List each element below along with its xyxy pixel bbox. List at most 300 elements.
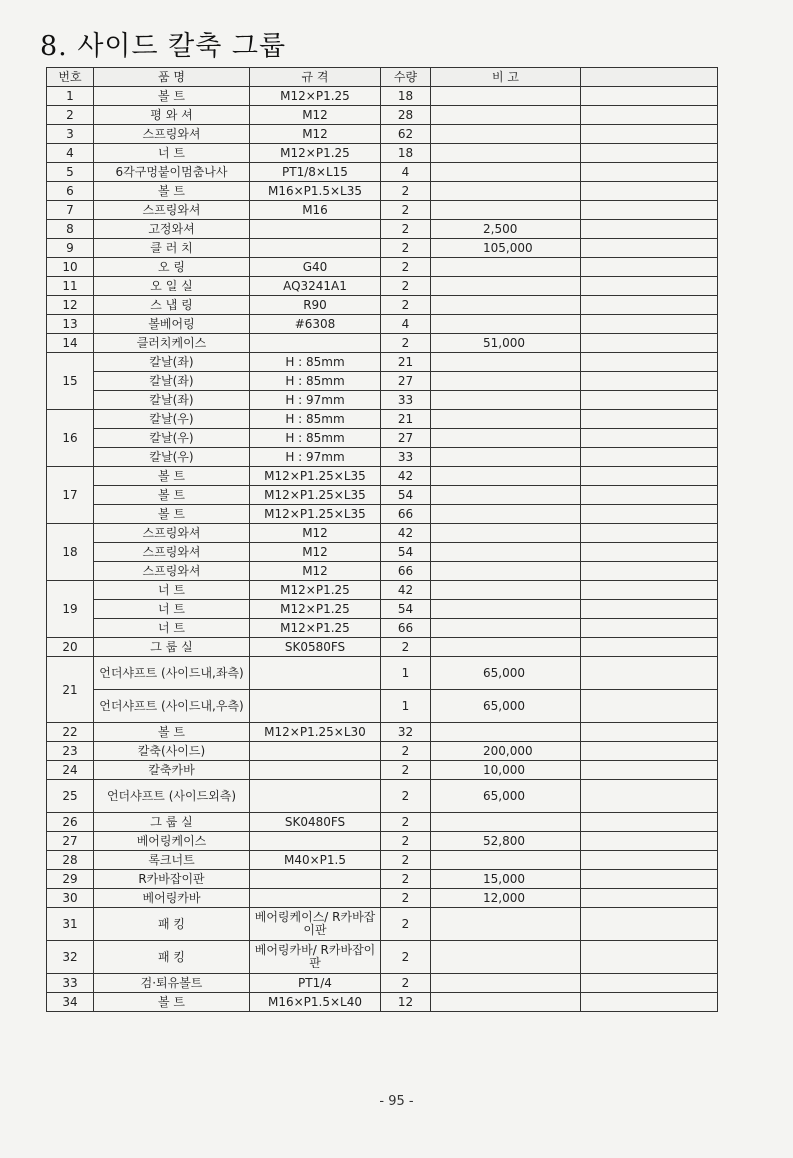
cell-spec: M12×P1.25×L35 xyxy=(250,467,381,486)
table-row xyxy=(47,813,718,832)
table-row xyxy=(47,429,718,448)
cell-remark: 105,000 xyxy=(431,239,581,258)
cell-spec: H : 85mm xyxy=(250,410,381,429)
cell-extra xyxy=(581,372,718,391)
cell-extra xyxy=(581,87,718,106)
cell-spec: M12 xyxy=(250,524,381,543)
table-row xyxy=(47,220,718,239)
cell-spec: SK0580FS xyxy=(250,638,381,657)
cell-spec xyxy=(250,780,381,813)
cell-extra xyxy=(581,410,718,429)
cell-remark: 52,800 xyxy=(431,832,581,851)
table-row xyxy=(47,201,718,220)
cell-extra xyxy=(581,638,718,657)
page-number: - 95 - xyxy=(379,1094,414,1109)
header-qty: 수량 xyxy=(381,68,431,87)
cell-no: 6 xyxy=(47,182,94,201)
cell-qty: 42 xyxy=(381,524,431,543)
cell-name: 록크너트 xyxy=(94,851,250,870)
cell-extra xyxy=(581,780,718,813)
cell-name: 스프링와셔 xyxy=(94,524,250,543)
cell-extra xyxy=(581,657,718,690)
cell-name: 칼날(우) xyxy=(94,448,250,467)
table-row xyxy=(47,638,718,657)
cell-remark xyxy=(431,638,581,657)
table-header-row xyxy=(47,68,718,87)
cell-spec: 베어링카바/ R카바잡이판 xyxy=(250,941,381,974)
cell-no: 27 xyxy=(47,832,94,851)
cell-name: 볼 트 xyxy=(94,505,250,524)
cell-qty: 2 xyxy=(381,638,431,657)
cell-remark xyxy=(431,974,581,993)
cell-qty: 27 xyxy=(381,429,431,448)
table-row xyxy=(47,581,718,600)
cell-remark xyxy=(431,813,581,832)
cell-extra xyxy=(581,239,718,258)
table-row xyxy=(47,372,718,391)
table-row xyxy=(47,619,718,638)
cell-remark xyxy=(431,353,581,372)
table-row xyxy=(47,832,718,851)
cell-remark: 10,000 xyxy=(431,761,581,780)
cell-spec xyxy=(250,220,381,239)
cell-remark xyxy=(431,163,581,182)
cell-qty: 18 xyxy=(381,87,431,106)
table-row xyxy=(47,391,718,410)
cell-remark xyxy=(431,851,581,870)
cell-name: 6각구멍붙이멈춤나사 xyxy=(94,163,250,182)
cell-spec xyxy=(250,889,381,908)
cell-spec: M16×P1.5×L40 xyxy=(250,993,381,1012)
table-row xyxy=(47,889,718,908)
cell-name: 볼 트 xyxy=(94,486,250,505)
cell-extra xyxy=(581,524,718,543)
cell-name: 언더샤프트 (사이드내,좌측) xyxy=(94,657,250,690)
table-row xyxy=(47,125,718,144)
cell-spec: H : 85mm xyxy=(250,372,381,391)
cell-remark xyxy=(431,125,581,144)
cell-remark: 51,000 xyxy=(431,334,581,353)
table-row xyxy=(47,163,718,182)
cell-spec: M16 xyxy=(250,201,381,220)
table-row xyxy=(47,993,718,1012)
cell-remark xyxy=(431,315,581,334)
cell-remark xyxy=(431,391,581,410)
header-remark: 비 고 xyxy=(431,68,581,87)
cell-qty: 2 xyxy=(381,761,431,780)
table-row xyxy=(47,296,718,315)
cell-name: 볼베어링 xyxy=(94,315,250,334)
cell-name: 볼 트 xyxy=(94,723,250,742)
cell-spec: SK0480FS xyxy=(250,813,381,832)
cell-extra xyxy=(581,467,718,486)
cell-spec: M12×P1.25 xyxy=(250,87,381,106)
cell-remark xyxy=(431,619,581,638)
table-row xyxy=(47,144,718,163)
cell-extra xyxy=(581,543,718,562)
cell-remark: 200,000 xyxy=(431,742,581,761)
cell-name: 칼날(좌) xyxy=(94,353,250,372)
cell-name: 스프링와셔 xyxy=(94,543,250,562)
cell-no: 13 xyxy=(47,315,94,334)
cell-qty: 66 xyxy=(381,562,431,581)
cell-name: 베어링케이스 xyxy=(94,832,250,851)
cell-spec: H : 85mm xyxy=(250,429,381,448)
cell-spec: H : 97mm xyxy=(250,448,381,467)
cell-spec: M12 xyxy=(250,543,381,562)
cell-extra xyxy=(581,429,718,448)
table-row xyxy=(47,723,718,742)
cell-name: 볼 트 xyxy=(94,87,250,106)
cell-extra xyxy=(581,201,718,220)
cell-qty: 42 xyxy=(381,581,431,600)
cell-spec: AQ3241A1 xyxy=(250,277,381,296)
table-row xyxy=(47,851,718,870)
table-row xyxy=(47,258,718,277)
cell-qty: 2 xyxy=(381,258,431,277)
cell-qty: 18 xyxy=(381,144,431,163)
cell-name: 볼 트 xyxy=(94,993,250,1012)
cell-qty: 54 xyxy=(381,486,431,505)
cell-no: 15 xyxy=(47,353,94,410)
cell-extra xyxy=(581,619,718,638)
cell-qty: 12 xyxy=(381,993,431,1012)
cell-remark: 65,000 xyxy=(431,657,581,690)
cell-qty: 2 xyxy=(381,889,431,908)
cell-spec: M12×P1.25 xyxy=(250,600,381,619)
cell-extra xyxy=(581,315,718,334)
cell-remark xyxy=(431,908,581,941)
cell-extra xyxy=(581,908,718,941)
cell-spec: M12×P1.25 xyxy=(250,144,381,163)
cell-spec xyxy=(250,334,381,353)
cell-name: 너 트 xyxy=(94,619,250,638)
cell-name: 칼축카바 xyxy=(94,761,250,780)
parts-table xyxy=(46,67,718,1012)
cell-no: 1 xyxy=(47,87,94,106)
cell-qty: 2 xyxy=(381,296,431,315)
cell-spec: H : 97mm xyxy=(250,391,381,410)
cell-qty: 21 xyxy=(381,410,431,429)
cell-remark xyxy=(431,505,581,524)
header-name: 품 명 xyxy=(94,68,250,87)
cell-qty: 33 xyxy=(381,391,431,410)
cell-remark: 65,000 xyxy=(431,690,581,723)
cell-name: 칼날(우) xyxy=(94,429,250,448)
cell-name: 너 트 xyxy=(94,581,250,600)
cell-name: 칼날(좌) xyxy=(94,372,250,391)
cell-remark xyxy=(431,182,581,201)
cell-no: 24 xyxy=(47,761,94,780)
cell-spec: M12 xyxy=(250,562,381,581)
cell-extra xyxy=(581,448,718,467)
cell-qty: 2 xyxy=(381,813,431,832)
cell-qty: 2 xyxy=(381,870,431,889)
cell-name: 스 냅 링 xyxy=(94,296,250,315)
cell-no: 30 xyxy=(47,889,94,908)
cell-name: 너 트 xyxy=(94,144,250,163)
table-row xyxy=(47,941,718,974)
cell-qty: 33 xyxy=(381,448,431,467)
cell-extra xyxy=(581,505,718,524)
cell-name: 오 링 xyxy=(94,258,250,277)
cell-spec xyxy=(250,239,381,258)
cell-extra xyxy=(581,163,718,182)
cell-qty: 2 xyxy=(381,220,431,239)
cell-no: 4 xyxy=(47,144,94,163)
cell-name: 스프링와셔 xyxy=(94,125,250,144)
cell-spec xyxy=(250,761,381,780)
cell-no: 25 xyxy=(47,780,94,813)
cell-spec: PT1/8×L15 xyxy=(250,163,381,182)
cell-no: 11 xyxy=(47,277,94,296)
cell-no: 10 xyxy=(47,258,94,277)
cell-no: 2 xyxy=(47,106,94,125)
cell-qty: 66 xyxy=(381,505,431,524)
cell-name: 클 러 치 xyxy=(94,239,250,258)
cell-name: 언더샤프트 (사이드내,우측) xyxy=(94,690,250,723)
table-row xyxy=(47,448,718,467)
cell-remark xyxy=(431,106,581,125)
cell-remark xyxy=(431,429,581,448)
cell-no: 22 xyxy=(47,723,94,742)
cell-remark xyxy=(431,144,581,163)
table-row xyxy=(47,761,718,780)
cell-no: 12 xyxy=(47,296,94,315)
cell-spec: G40 xyxy=(250,258,381,277)
table-row xyxy=(47,600,718,619)
cell-qty: 2 xyxy=(381,974,431,993)
cell-spec xyxy=(250,657,381,690)
cell-no: 26 xyxy=(47,813,94,832)
cell-spec xyxy=(250,832,381,851)
cell-qty: 2 xyxy=(381,182,431,201)
cell-name: 패 킹 xyxy=(94,941,250,974)
cell-name: 베어링카바 xyxy=(94,889,250,908)
cell-no: 28 xyxy=(47,851,94,870)
cell-remark xyxy=(431,258,581,277)
cell-extra xyxy=(581,851,718,870)
cell-remark xyxy=(431,410,581,429)
cell-qty: 2 xyxy=(381,334,431,353)
cell-no: 21 xyxy=(47,657,94,723)
cell-name: 칼날(우) xyxy=(94,410,250,429)
cell-spec: M12×P1.25×L35 xyxy=(250,505,381,524)
cell-name: 칼축(사이드) xyxy=(94,742,250,761)
table-row xyxy=(47,543,718,562)
cell-name: 클러치케이스 xyxy=(94,334,250,353)
cell-spec: M12 xyxy=(250,125,381,144)
cell-qty: 2 xyxy=(381,277,431,296)
cell-extra xyxy=(581,870,718,889)
cell-remark xyxy=(431,467,581,486)
cell-no: 32 xyxy=(47,941,94,974)
cell-extra xyxy=(581,334,718,353)
table-row xyxy=(47,353,718,372)
cell-spec: M12 xyxy=(250,106,381,125)
cell-remark xyxy=(431,723,581,742)
cell-qty: 1 xyxy=(381,657,431,690)
cell-spec xyxy=(250,690,381,723)
cell-name: 그 룹 실 xyxy=(94,638,250,657)
cell-name: 오 일 실 xyxy=(94,277,250,296)
cell-qty: 28 xyxy=(381,106,431,125)
cell-qty: 66 xyxy=(381,619,431,638)
header-extra xyxy=(581,68,718,87)
cell-name: 칼날(좌) xyxy=(94,391,250,410)
cell-extra xyxy=(581,761,718,780)
cell-no: 8 xyxy=(47,220,94,239)
cell-remark xyxy=(431,524,581,543)
cell-remark: 65,000 xyxy=(431,780,581,813)
cell-extra xyxy=(581,813,718,832)
cell-remark xyxy=(431,543,581,562)
cell-remark xyxy=(431,201,581,220)
cell-no: 23 xyxy=(47,742,94,761)
cell-no: 14 xyxy=(47,334,94,353)
cell-extra xyxy=(581,277,718,296)
cell-remark xyxy=(431,372,581,391)
cell-qty: 2 xyxy=(381,201,431,220)
cell-no: 31 xyxy=(47,908,94,941)
cell-extra xyxy=(581,562,718,581)
cell-qty: 2 xyxy=(381,780,431,813)
table-row xyxy=(47,524,718,543)
table-row xyxy=(47,410,718,429)
cell-extra xyxy=(581,889,718,908)
cell-extra xyxy=(581,993,718,1012)
cell-qty: 2 xyxy=(381,239,431,258)
cell-name: 언더샤프트 (사이드외측) xyxy=(94,780,250,813)
cell-extra xyxy=(581,690,718,723)
cell-qty: 62 xyxy=(381,125,431,144)
cell-qty: 21 xyxy=(381,353,431,372)
cell-spec: PT1/4 xyxy=(250,974,381,993)
cell-no: 29 xyxy=(47,870,94,889)
cell-no: 18 xyxy=(47,524,94,581)
table-row xyxy=(47,742,718,761)
cell-extra xyxy=(581,144,718,163)
cell-remark xyxy=(431,941,581,974)
table-row xyxy=(47,870,718,889)
cell-spec: R90 xyxy=(250,296,381,315)
cell-qty: 2 xyxy=(381,742,431,761)
cell-spec: M12×P1.25 xyxy=(250,581,381,600)
cell-name: 볼 트 xyxy=(94,182,250,201)
table-row xyxy=(47,182,718,201)
cell-remark xyxy=(431,448,581,467)
cell-qty: 42 xyxy=(381,467,431,486)
table-row xyxy=(47,974,718,993)
cell-remark xyxy=(431,993,581,1012)
cell-extra xyxy=(581,742,718,761)
cell-name: 스프링와셔 xyxy=(94,201,250,220)
cell-extra xyxy=(581,486,718,505)
cell-remark: 2,500 xyxy=(431,220,581,239)
cell-remark xyxy=(431,296,581,315)
cell-remark xyxy=(431,600,581,619)
cell-qty: 27 xyxy=(381,372,431,391)
table-row xyxy=(47,486,718,505)
table-row xyxy=(47,334,718,353)
cell-no: 7 xyxy=(47,201,94,220)
cell-name: 고정와셔 xyxy=(94,220,250,239)
cell-no: 16 xyxy=(47,410,94,467)
cell-qty: 54 xyxy=(381,600,431,619)
cell-name: 볼 트 xyxy=(94,467,250,486)
cell-remark: 12,000 xyxy=(431,889,581,908)
cell-remark xyxy=(431,277,581,296)
cell-extra xyxy=(581,258,718,277)
cell-no: 5 xyxy=(47,163,94,182)
table-row xyxy=(47,505,718,524)
cell-spec: H : 85mm xyxy=(250,353,381,372)
table-row xyxy=(47,467,718,486)
cell-no: 33 xyxy=(47,974,94,993)
cell-remark: 15,000 xyxy=(431,870,581,889)
cell-remark xyxy=(431,486,581,505)
table-row xyxy=(47,657,718,690)
cell-name: R카바잡이판 xyxy=(94,870,250,889)
table-row xyxy=(47,277,718,296)
cell-qty: 4 xyxy=(381,315,431,334)
cell-no: 17 xyxy=(47,467,94,524)
cell-qty: 2 xyxy=(381,908,431,941)
cell-extra xyxy=(581,974,718,993)
cell-no: 3 xyxy=(47,125,94,144)
cell-spec: M12×P1.25 xyxy=(250,619,381,638)
table-row xyxy=(47,908,718,941)
table-row xyxy=(47,106,718,125)
cell-name: 평 와 셔 xyxy=(94,106,250,125)
cell-extra xyxy=(581,125,718,144)
cell-no: 19 xyxy=(47,581,94,638)
cell-name: 그 룹 실 xyxy=(94,813,250,832)
cell-name: 스프링와셔 xyxy=(94,562,250,581)
cell-extra xyxy=(581,106,718,125)
cell-extra xyxy=(581,391,718,410)
cell-qty: 1 xyxy=(381,690,431,723)
cell-no: 20 xyxy=(47,638,94,657)
cell-spec: M16×P1.5×L35 xyxy=(250,182,381,201)
cell-name: 검·퇴유볼트 xyxy=(94,974,250,993)
cell-name: 너 트 xyxy=(94,600,250,619)
cell-spec: M40×P1.5 xyxy=(250,851,381,870)
cell-no: 34 xyxy=(47,993,94,1012)
cell-extra xyxy=(581,723,718,742)
cell-spec: #6308 xyxy=(250,315,381,334)
header-spec: 규 격 xyxy=(250,68,381,87)
cell-extra xyxy=(581,353,718,372)
cell-qty: 2 xyxy=(381,851,431,870)
table-row xyxy=(47,780,718,813)
cell-qty: 32 xyxy=(381,723,431,742)
cell-extra xyxy=(581,182,718,201)
cell-qty: 54 xyxy=(381,543,431,562)
table-row xyxy=(47,315,718,334)
cell-remark xyxy=(431,87,581,106)
cell-qty: 2 xyxy=(381,941,431,974)
table-row xyxy=(47,239,718,258)
cell-spec xyxy=(250,870,381,889)
cell-spec: M12×P1.25×L30 xyxy=(250,723,381,742)
cell-extra xyxy=(581,941,718,974)
header-no: 번호 xyxy=(47,68,94,87)
cell-extra xyxy=(581,296,718,315)
cell-spec: 베어링케이스/ R카바잡이판 xyxy=(250,908,381,941)
table-row xyxy=(47,690,718,723)
table-row xyxy=(47,562,718,581)
